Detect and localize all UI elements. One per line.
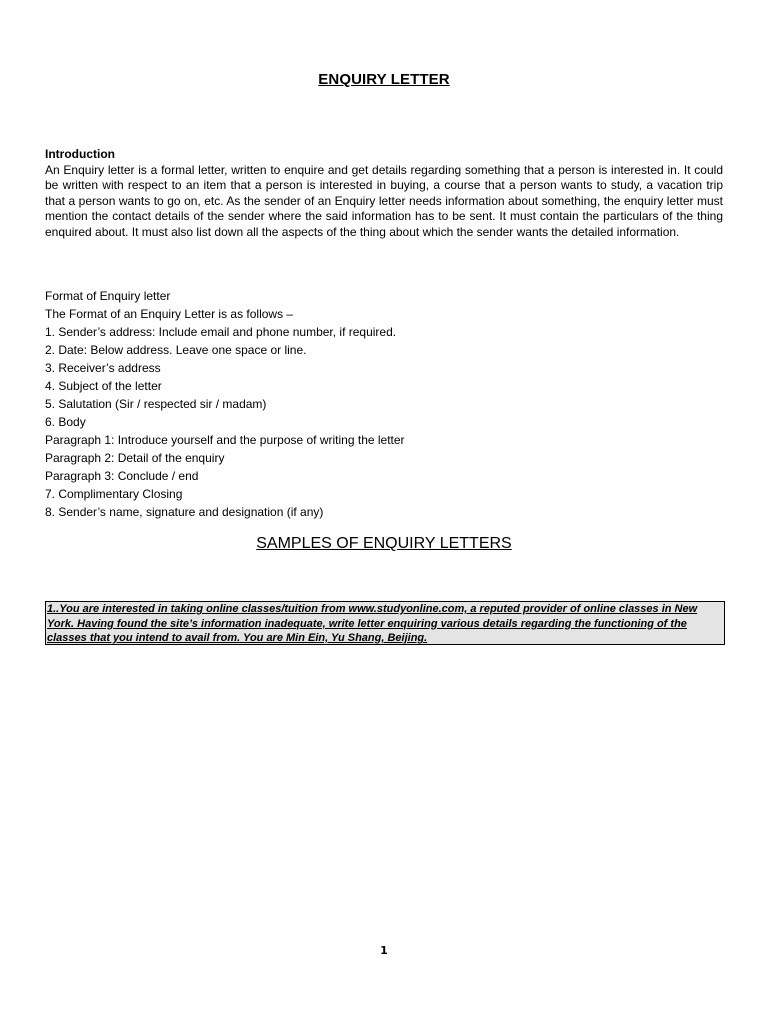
format-item: Paragraph 2: Detail of the enquiry	[45, 451, 225, 465]
page-number: 1	[380, 944, 388, 957]
format-item: 1. Sender’s address: Include email and phone number, if required.	[45, 325, 397, 339]
format-item: 8. Sender’s name, signature and designation (if any)	[45, 505, 324, 519]
introduction-section	[45, 147, 723, 241]
introduction-body: An Enquiry letter is a formal letter, written to enquire and get details regarding something that a person is interested in. It could be written with respect to an item that a person is interested in buying, a course that a person wants to study, a vacation trip that a person wants to go on, etc. As the sender of an Enquiry letter needs information about something, the enquiry letter must mention the contact details of the sender where the said information has to be sent. It must contain the particulars of the thing enquired about. It must also list down all the aspects of the thing about which the sender wants the detailed information.	[45, 162, 723, 239]
format-intro: The Format of an Enquiry Letter is as follows –	[45, 307, 294, 321]
format-section	[45, 287, 723, 521]
introduction-heading: Introduction	[45, 147, 115, 161]
document-title: ENQUIRY LETTER	[318, 71, 450, 88]
format-heading: Format of Enquiry letter	[45, 289, 171, 303]
format-item: 4. Subject of the letter	[45, 379, 162, 393]
format-item: 3. Receiver’s address	[45, 361, 161, 375]
format-item: Paragraph 3: Conclude / end	[45, 469, 199, 483]
format-item: Paragraph 1: Introduce yourself and the purpose of writing the letter	[45, 433, 405, 447]
samples-heading: SAMPLES OF ENQUIRY LETTERS	[256, 535, 512, 552]
format-item: 7. Complimentary Closing	[45, 487, 183, 501]
sample-1-prompt: 1..You are interested in taking online classes/tuition from www.studyonline.com, a reputed provider of online classes in New York. Having found the site’s information inadequate, write letter enquiring various details regarding the functioning of the classes that you intend to avail from. You are Min Ein, Yu Shang, Beijing.	[45, 601, 725, 645]
format-item: 5. Salutation (Sir / respected sir / madam)	[45, 397, 267, 411]
format-item: 2. Date: Below address. Leave one space or line.	[45, 343, 307, 357]
format-item: 6. Body	[45, 415, 86, 429]
